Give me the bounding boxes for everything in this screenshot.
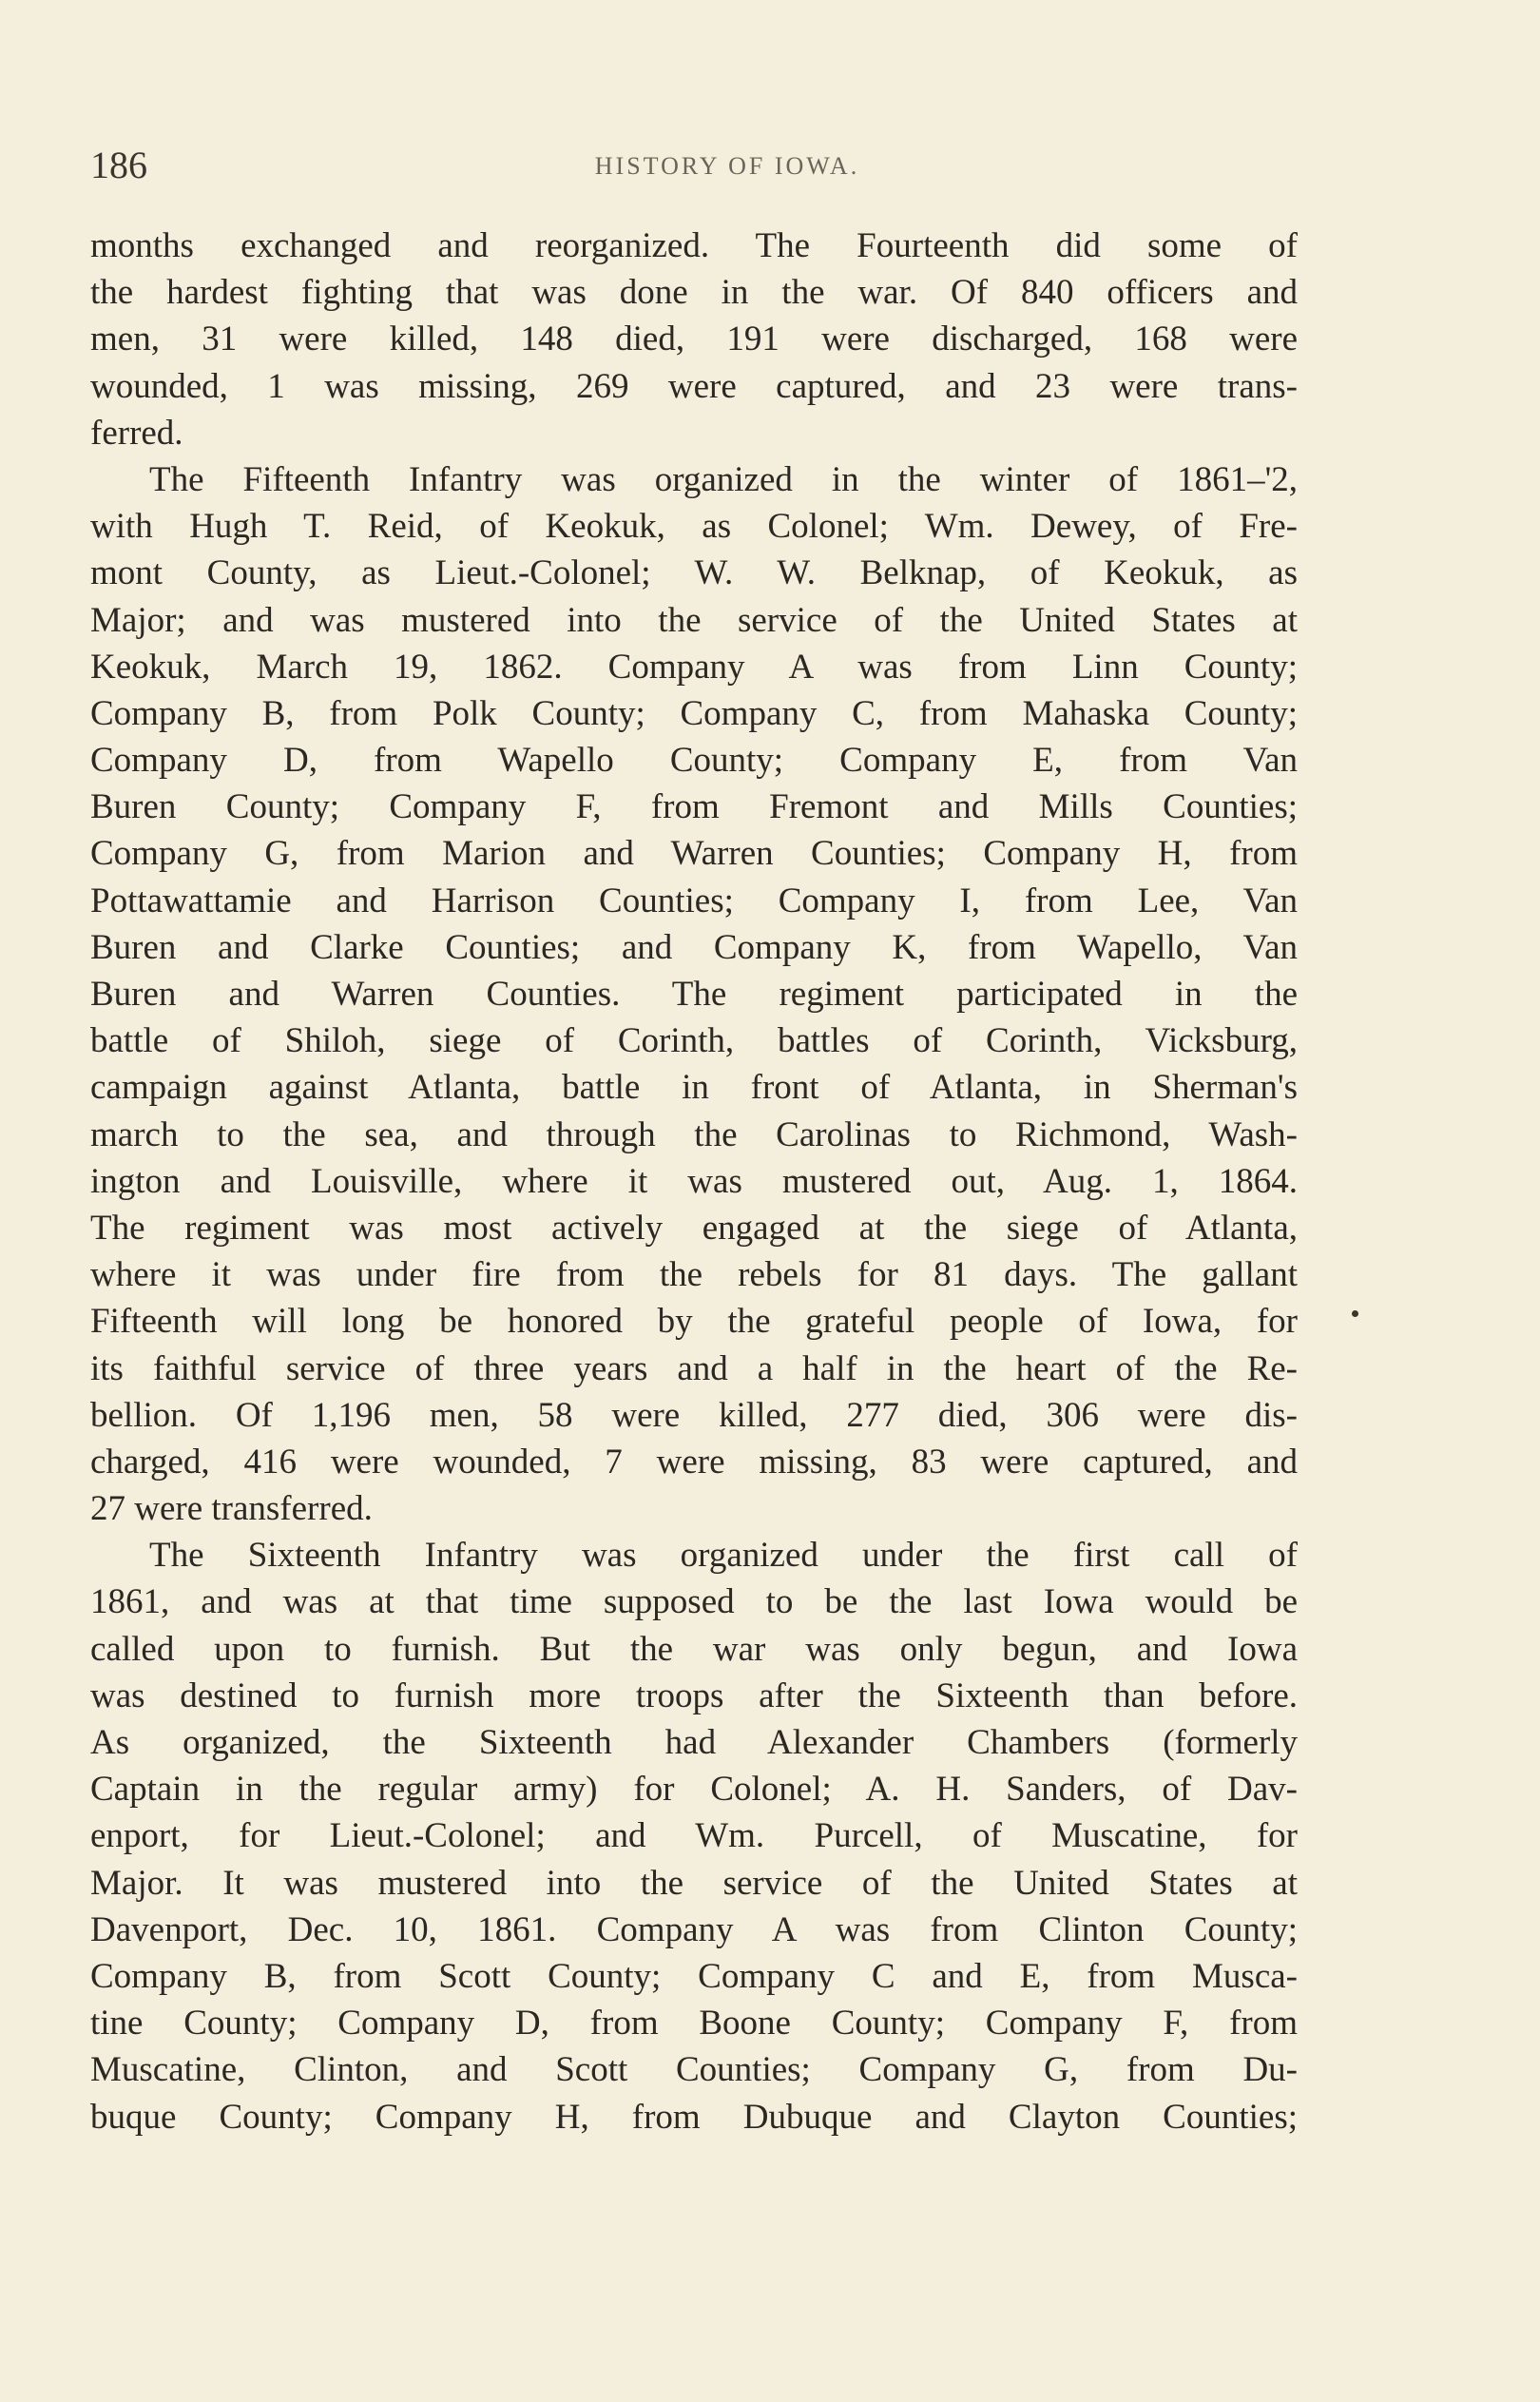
- page-number: 186: [90, 144, 147, 186]
- text-line: months exchanged and reorganized. The Fourteenth did some of: [90, 226, 1298, 265]
- text-line: enport, for Lieut.-Colonel; and Wm. Purcell, of Muscatine, for: [90, 1816, 1298, 1856]
- text-line: men, 31 were killed, 148 died, 191 were discharged, 168 were: [90, 320, 1298, 359]
- text-line: with Hugh T. Reid, of Keokuk, as Colonel; Wm. Dewey, of Fre-: [90, 507, 1298, 547]
- text-line: 1861, and was at that time supposed to be the last Iowa would be: [90, 1582, 1298, 1622]
- running-head: [90, 143, 1298, 190]
- paragraph-start-sixteenth-infantry: The Sixteenth Infantry was organized under the first call of: [149, 1536, 1298, 1576]
- margin-mark: [1352, 1310, 1358, 1317]
- text-line: where it was under fire from the rebels for 81 days. The gallant: [90, 1255, 1298, 1295]
- text-line: As organized, the Sixteenth had Alexander Chambers (formerly: [90, 1723, 1298, 1762]
- text-line: ferred.: [90, 413, 183, 453]
- text-line: tine County; Company D, from Boone County; Company F, from: [90, 2004, 1298, 2044]
- text-line: Davenport, Dec. 10, 1861. Company A was from Clinton County;: [90, 1909, 1298, 1949]
- text-line: The regiment was most actively engaged at the siege of Atlanta,: [90, 1208, 1298, 1248]
- text-line: Company B, from Scott County; Company C and E, from Musca-: [90, 1956, 1298, 1996]
- text-line: was destined to furnish more troops after the Sixteenth than before.: [90, 1676, 1298, 1715]
- text-line: Company D, from Wapello County; Company E, from Van: [90, 741, 1298, 781]
- text-line: Buren and Warren Counties. The regiment participated in the: [90, 975, 1298, 1014]
- text-line: bellion. Of 1,196 men, 58 were killed, 277 died, 306 were dis-: [90, 1395, 1298, 1435]
- paragraph-start-fifteenth-infantry: The Fifteenth Infantry was organized in the winter of 1861–'2,: [149, 459, 1298, 499]
- text-line: the hardest fighting that was done in the war. Of 840 officers and: [90, 273, 1298, 313]
- text-line: mont County, as Lieut.-Colonel; W. W. Belknap, of Keokuk, as: [90, 553, 1298, 593]
- text-line: Muscatine, Clinton, and Scott Counties; Company G, from Du-: [90, 2050, 1298, 2090]
- text-line: 27 were transferred.: [90, 1489, 373, 1529]
- text-line: Keokuk, March 19, 1862. Company A was from Linn County;: [90, 647, 1298, 687]
- text-line: Company B, from Polk County; Company C, from Mahaska County;: [90, 693, 1298, 733]
- text-line: its faithful service of three years and a half in the heart of the Re-: [90, 1348, 1298, 1388]
- text-line: Major; and was mustered into the service of the United States at: [90, 600, 1298, 640]
- text-line: march to the sea, and through the Carolinas to Richmond, Wash-: [90, 1114, 1298, 1154]
- text-line: Major. It was mustered into the service of the United States at: [90, 1863, 1298, 1903]
- text-line: ington and Louisville, where it was mustered out, Aug. 1, 1864.: [90, 1161, 1298, 1201]
- text-line: Company G, from Marion and Warren Counties; Company H, from: [90, 834, 1298, 874]
- text-line: Fifteenth will long be honored by the grateful people of Iowa, for: [90, 1302, 1298, 1342]
- text-line: campaign against Atlanta, battle in front of Atlanta, in Sherman's: [90, 1068, 1298, 1108]
- text-line: Pottawattamie and Harrison Counties; Company I, from Lee, Van: [90, 881, 1298, 920]
- text-line: charged, 416 were wounded, 7 were missing, 83 were captured, and: [90, 1442, 1298, 1482]
- text-line: battle of Shiloh, siege of Corinth, battles of Corinth, Vicksburg,: [90, 1021, 1298, 1061]
- text-line: Buren and Clarke Counties; and Company K, from Wapello, Van: [90, 927, 1298, 967]
- running-title: HISTORY OF IOWA.: [594, 152, 860, 180]
- text-line: called upon to furnish. But the war was only begun, and Iowa: [90, 1629, 1298, 1669]
- text-line: Buren County; Company F, from Fremont and Mills Counties;: [90, 787, 1298, 827]
- text-line: Captain in the regular army) for Colonel; A. H. Sanders, of Dav-: [90, 1770, 1298, 1810]
- text-line: buque County; Company H, from Dubuque and Clayton Counties;: [90, 2097, 1298, 2137]
- text-line: wounded, 1 was missing, 269 were captured, and 23 were trans-: [90, 366, 1298, 406]
- body-text: [90, 223, 1298, 2140]
